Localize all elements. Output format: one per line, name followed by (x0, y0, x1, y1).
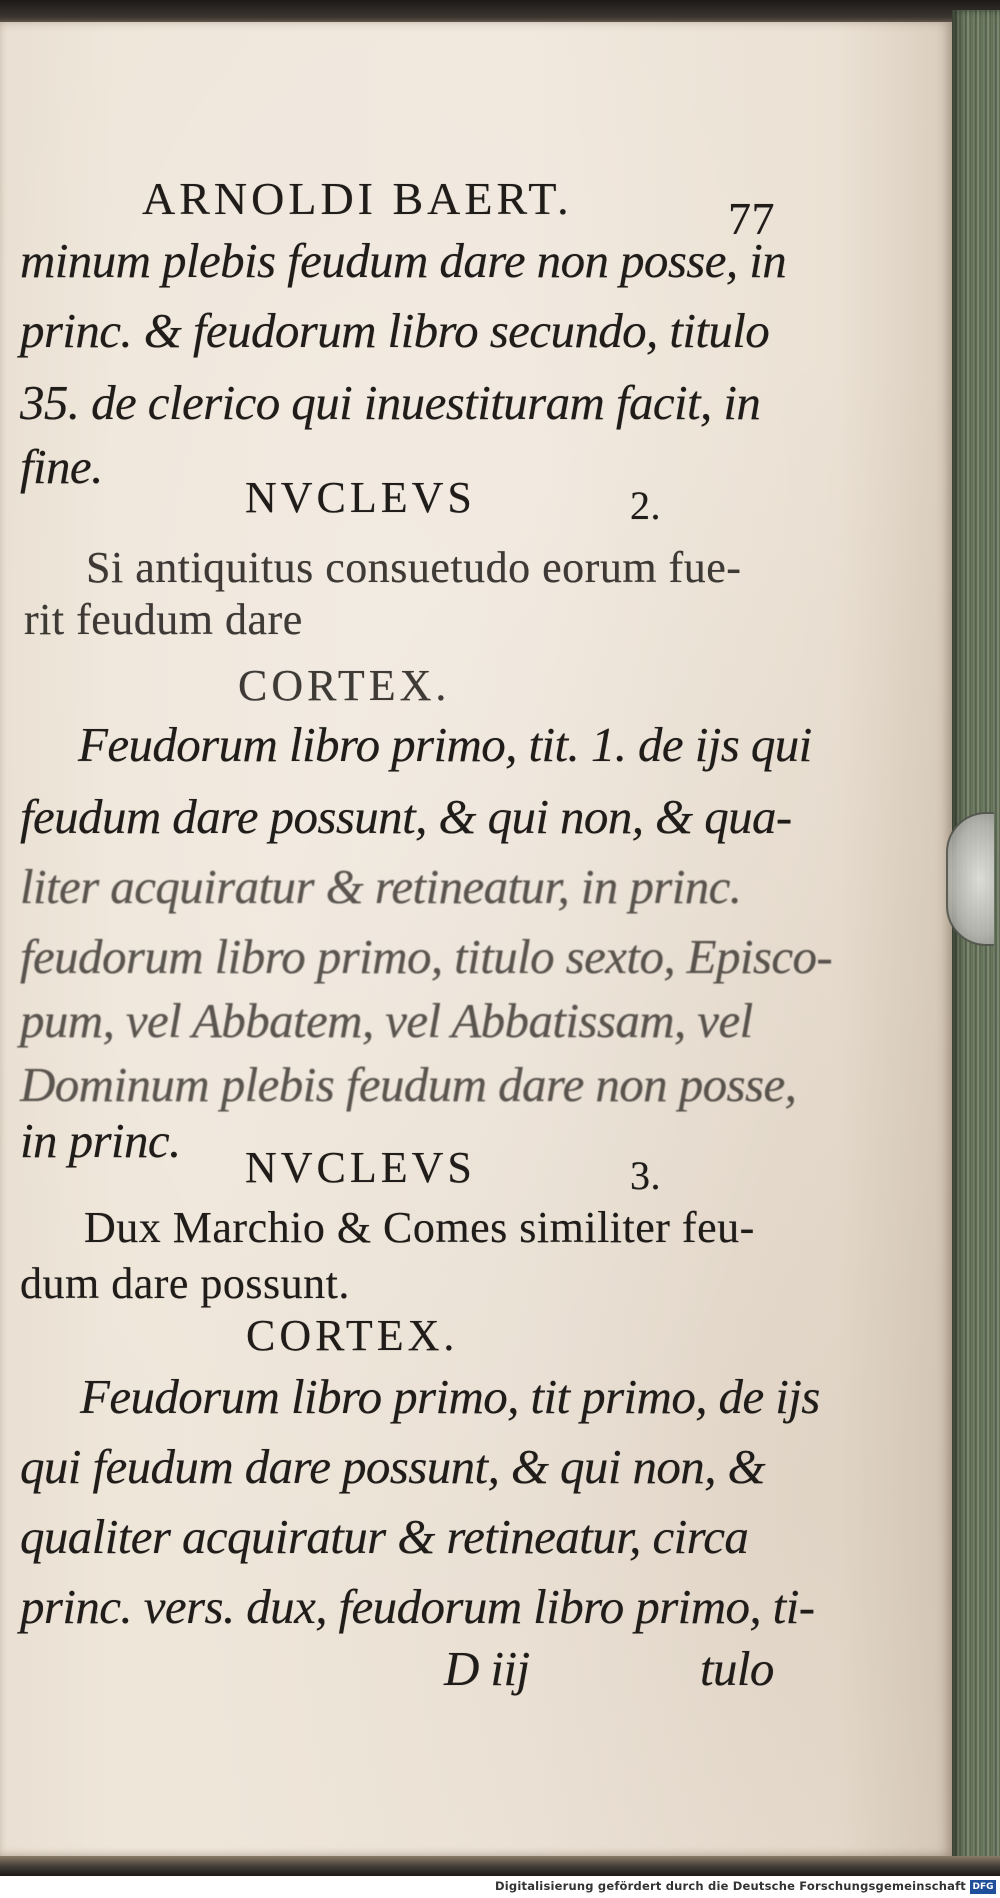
text-line: dum dare possunt. (20, 1259, 350, 1308)
text-line: minum plebis feudum dare non posse, in (20, 233, 787, 288)
book-top-edge (0, 0, 1000, 24)
page-tab-marker (946, 812, 994, 946)
signature-mark: D iij (444, 1641, 530, 1696)
book-page (0, 22, 952, 1858)
text-line: pum, vel Abbatem, vel Abbatissam, vel (20, 993, 753, 1048)
section-number: 3. (630, 1153, 661, 1198)
text-line: Feudorum libro primo, tit. 1. de ijs qui (78, 717, 812, 772)
text-line: Feudorum libro primo, tit primo, de ijs (80, 1369, 820, 1424)
text-line: qui feudum dare possunt, & qui non, & (20, 1439, 766, 1494)
text-line: liter acquiratur & retineatur, in princ. (20, 859, 742, 914)
section-number: 2. (630, 483, 661, 528)
digitization-credit: Digitalisierung gefördert durch die Deutsche Forschungsgemeinschaft (495, 1879, 966, 1893)
book-bottom-edge (0, 1856, 1000, 1876)
section-heading-cortex: CORTEX. (246, 1311, 459, 1360)
text-line: princ. vers. dux, feudorum libro primo, ti- (20, 1579, 815, 1634)
section-heading-nucleus: NVCLEVS (245, 473, 476, 522)
text-line: feudorum libro primo, titulo sexto, Episco- (20, 929, 833, 984)
section-heading-nucleus: NVCLEVS (245, 1143, 476, 1192)
text-line: feudum dare possunt, & qui non, & qua- (20, 789, 792, 844)
text-line: princ. & feudorum libro secundo, titulo (20, 303, 770, 358)
text-line: qualiter acquiratur & retineatur, circa (20, 1509, 749, 1564)
text-line: Dominum plebis feudum dare non posse, (20, 1057, 797, 1112)
page-number: 77 (728, 193, 775, 244)
text-line: Dux Marchio & Comes similiter feu- (84, 1203, 755, 1252)
text-line: in princ. (20, 1113, 181, 1168)
text-line: rit feudum dare (24, 595, 303, 644)
text-line: fine. (20, 439, 103, 494)
text-line: Si antiquitus consuetudo eorum fue- (86, 543, 742, 592)
section-heading-cortex: CORTEX. (238, 661, 451, 710)
running-title: ARNOLDI BAERT. (142, 173, 573, 224)
catchword: tulo (700, 1641, 774, 1696)
dfg-logo: DFG (970, 1880, 996, 1894)
text-line: 35. de clerico qui inuestituram facit, in (20, 375, 761, 430)
footer-bar (0, 1876, 1000, 1898)
